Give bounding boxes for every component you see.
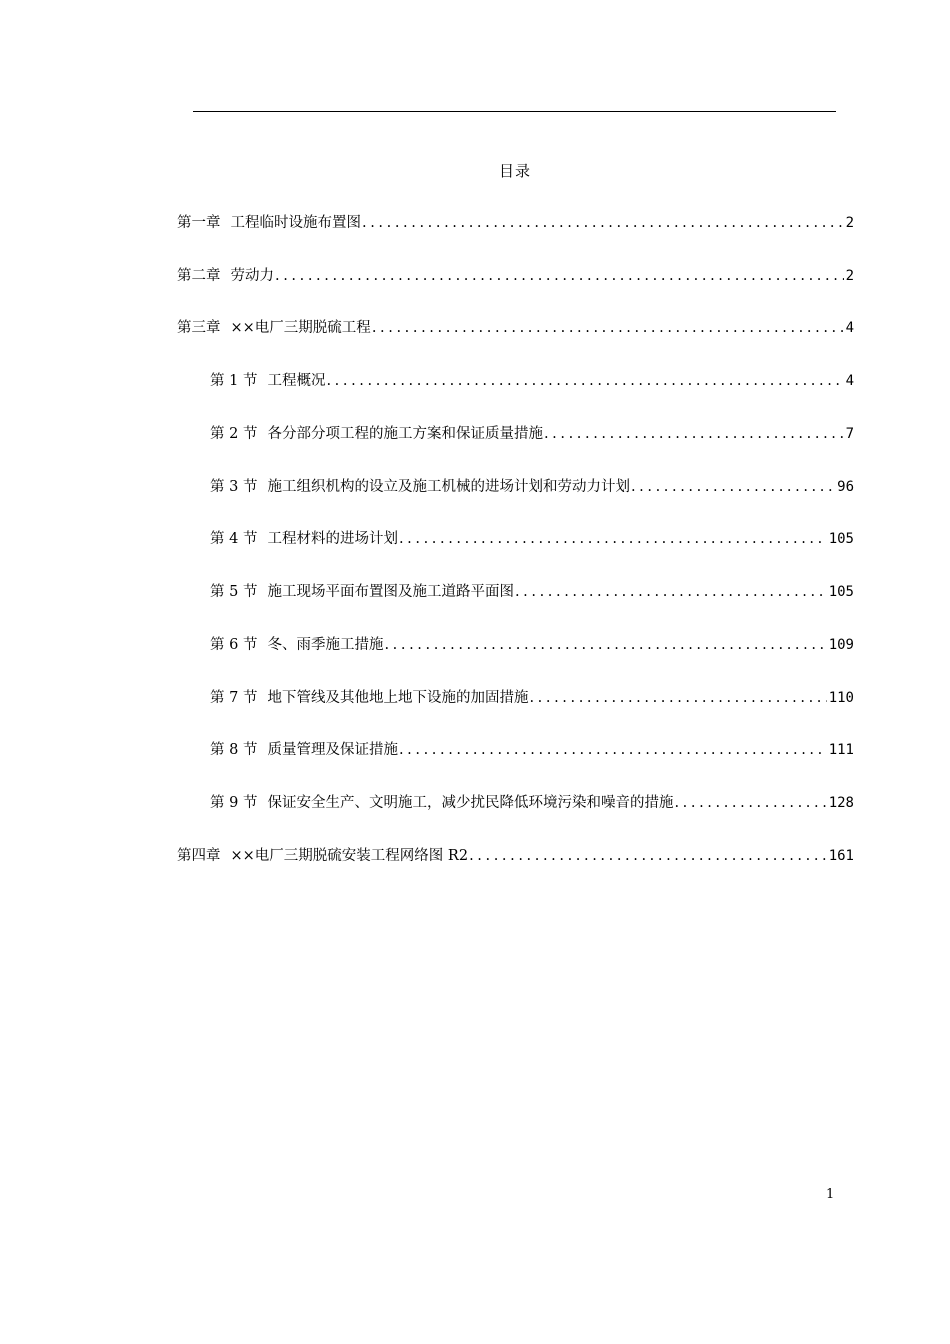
toc-entry-text: 各分部分项工程的施工方案和保证质量措施 <box>267 426 543 442</box>
toc-entry-page: 2 <box>845 268 854 284</box>
toc-entry-number: 第 7 节 <box>210 690 258 706</box>
toc-entry-text: 工程材料的进场计划 <box>267 531 398 547</box>
toc-entry[interactable] <box>210 792 854 814</box>
toc-leader-dots <box>399 739 827 761</box>
toc-leader-dots <box>384 634 826 656</box>
toc-entry[interactable] <box>210 581 854 603</box>
toc-entry-number: 第 5 节 <box>210 584 258 600</box>
toc-entry-number: 第 6 节 <box>210 637 258 653</box>
toc-entry-page: 109 <box>828 637 854 653</box>
toc-entry-number: 第 1 节 <box>210 373 258 389</box>
toc-entry-text: ××电厂三期脱硫安装工程网络图 R2 <box>230 848 469 864</box>
toc-leader-dots <box>275 265 844 287</box>
toc-entry[interactable] <box>210 476 854 498</box>
toc-entry-page: 2 <box>845 215 854 231</box>
toc-entry-text: 施工组织机构的设立及施工机械的进场计划和劳动力计划 <box>267 479 630 495</box>
toc-entry[interactable] <box>177 212 854 234</box>
toc-entry[interactable] <box>177 265 854 287</box>
toc-entry-text: 工程概况 <box>267 373 326 389</box>
toc-entry-text: 质量管理及保证措施 <box>267 742 398 758</box>
toc-entry[interactable] <box>210 739 854 761</box>
toc-entry-text: 施工现场平面布置图及施工道路平面图 <box>267 584 514 600</box>
toc-entry[interactable] <box>177 845 854 867</box>
toc-entry[interactable] <box>210 687 854 709</box>
toc-entry-number: 第 2 节 <box>210 426 258 442</box>
toc-entry-text: ××电厂三期脱硫工程 <box>230 320 371 336</box>
toc-entry-number: 第二章 <box>177 268 221 284</box>
toc-entry-page: 110 <box>828 690 854 706</box>
toc-entry-page: 96 <box>837 479 854 495</box>
toc-entry-page: 105 <box>828 531 854 547</box>
page-number: 1 <box>826 1187 835 1202</box>
toc-leader-dots <box>372 317 844 339</box>
toc-leader-dots <box>469 845 827 867</box>
toc-entry-page: 128 <box>828 795 854 811</box>
toc-entry-text: 保证安全生产、文明施工，减少扰民降低环境污染和噪音的措施 <box>267 795 674 811</box>
toc-entry-number: 第 8 节 <box>210 742 258 758</box>
toc-entry-number: 第 9 节 <box>210 795 258 811</box>
toc-leader-dots <box>631 476 835 498</box>
toc-entry-text: 工程临时设施布置图 <box>230 215 361 231</box>
toc-entry-text: 劳动力 <box>230 268 274 284</box>
toc-leader-dots <box>399 528 827 550</box>
toc-entry-page: 111 <box>828 742 854 758</box>
toc-title: 目录 <box>498 162 531 180</box>
toc-leader-dots <box>529 687 826 709</box>
toc-entry-number: 第四章 <box>177 848 221 864</box>
toc-entry-text: 地下管线及其他地上地下设施的加固措施 <box>267 690 529 706</box>
toc-leader-dots <box>544 423 844 445</box>
toc-leader-dots <box>515 581 827 603</box>
toc-leader-dots <box>362 212 844 234</box>
toc-entry[interactable] <box>177 317 854 339</box>
toc-entry-page: 4 <box>845 373 854 389</box>
toc-leader-dots <box>674 792 826 814</box>
toc-entry[interactable] <box>210 370 854 392</box>
toc-entry-number: 第一章 <box>177 215 221 231</box>
toc-entry-number: 第 4 节 <box>210 531 258 547</box>
toc-entry-number: 第 3 节 <box>210 479 258 495</box>
toc-entry[interactable] <box>210 634 854 656</box>
toc-entry-page: 4 <box>845 320 854 336</box>
toc-leader-dots <box>326 370 843 392</box>
toc-entry-text: 冬、雨季施工措施 <box>267 637 384 653</box>
toc-entry-page: 161 <box>828 848 854 864</box>
toc-entry[interactable] <box>210 423 854 445</box>
toc-entry[interactable] <box>210 528 854 550</box>
header-rule <box>193 111 836 112</box>
toc-entry-number: 第三章 <box>177 320 221 336</box>
toc-entry-page: 105 <box>828 584 854 600</box>
toc-entry-page: 7 <box>845 426 854 442</box>
